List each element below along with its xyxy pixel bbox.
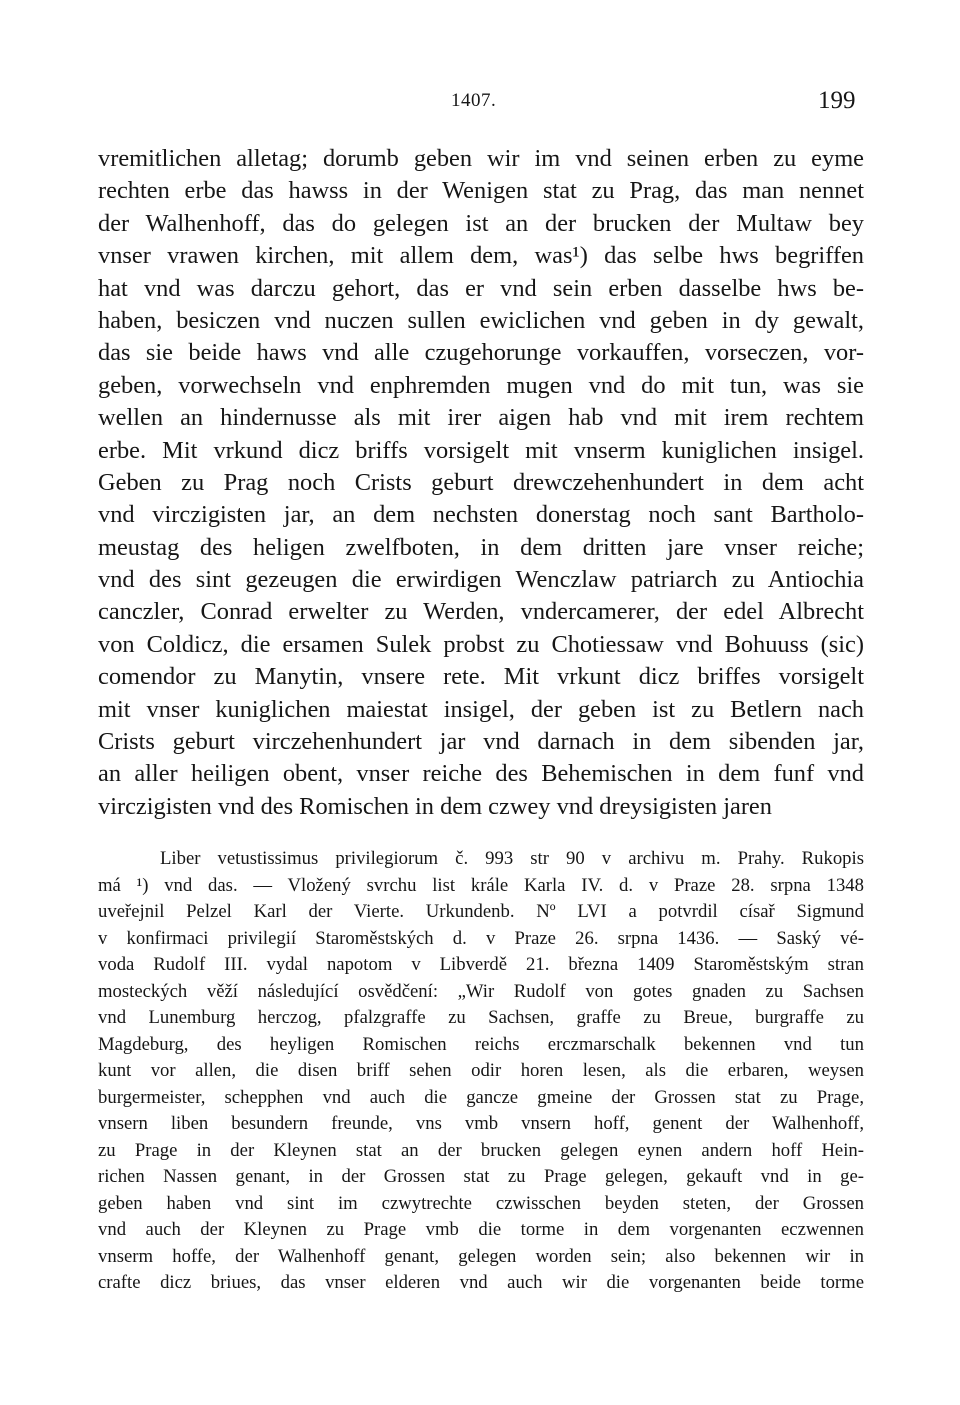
main-text-line: haben, besiczen vnd nuczen sullen ewiclichen vnd geben in dy gewalt, xyxy=(98,306,864,334)
main-text-line: vnd virczigisten jar, an dem nechsten donerstag noch sant Bartholo- xyxy=(98,501,864,529)
main-text-line: meustag des heligen zwelfboten, in dem dritten jare vnser reiche; xyxy=(98,533,864,561)
main-text-line: von Coldicz, die ersamen Sulek probst zu Chotiessaw vnd Bohuuss (sic) xyxy=(98,630,864,658)
main-text-line: Crists geburt virczehenhundert jar vnd darnach in dem sibenden jar, xyxy=(98,728,864,756)
footnote-line: v konfirmaci privilegií Staroměstských d. v Praze 26. srpna 1436. — Saský vé- xyxy=(98,927,864,949)
footnote-line: crafte dicz briues, das vnser elderen vnd auch wir die vorgenanten beide torme xyxy=(98,1272,864,1293)
footnote-line: uveřejnil Pelzel Karl der Vierte. Urkundenb. Nº LVI a potvrdil císař Sigmund xyxy=(98,901,864,922)
main-text-line: canczler, Conrad erwelter zu Werden, vndercamerer, der edel Albrecht xyxy=(98,598,864,626)
footnote-line: Magdeburg, des heyligen Romischen reichs erczmarschalk bekennen vnd tun xyxy=(98,1033,864,1055)
main-text-line: wellen an hindernusse als mit irer aigen hab vnd mit irem rechtem xyxy=(98,404,864,432)
footnote-line: vnsern liben besundern freunde, vns vmb vnsern hoff, genent der Walhenhoff, xyxy=(98,1113,864,1134)
main-text-line: vnser vrawen kirchen, mit allem dem, was¹) das selbe hws begriffen xyxy=(98,242,864,270)
footnote-line: kunt vor allen, die disen briff sehen odir horen lesen, als die erbaren, weysen xyxy=(98,1060,864,1081)
main-text-line: mit vnser kuniglichen maiestat insigel, der geben ist zu Betlern nach xyxy=(98,695,864,723)
footnote-line: zu Prage in der Kleynen stat an der brucken gelegen eynen andern hoff Hein- xyxy=(98,1139,864,1161)
main-text-line: das sie beide haws vnd alle czugehorunge vorkauffen, vorseczen, vor- xyxy=(98,339,864,367)
footnote-line: richen Nassen genant, in der Grossen stat zu Prage gelegen, gekauft vnd in ge- xyxy=(98,1166,864,1187)
page-number: 199 xyxy=(818,87,856,114)
main-text-line: hat vnd was darczu gehort, das er vnd sein erben dasselbe hws be- xyxy=(98,274,864,302)
footnote-line: vnd Lunemburg herczog, pfalzgraffe zu Sachsen, graffe zu Breue, burgraffe zu xyxy=(98,1007,864,1028)
main-text-line: Geben zu Prag noch Crists geburt drewczehenhundert in dem acht xyxy=(98,468,864,496)
footnote-line: Liber vetustissimus privilegiorum č. 993 str 90 v archivu m. Prahy. Rukopis xyxy=(160,848,864,869)
main-text-line: der Walhenhoff, das do gelegen ist an der brucken der Multaw bey xyxy=(98,209,864,237)
footnote-line: mosteckých věží následující osvědčení: „Wir Rudolf von gotes gnaden zu Sachsen xyxy=(98,980,864,1002)
main-text-line: geben, vorwechseln vnd enphremden mugen vnd do mit tun, was sie xyxy=(98,371,864,399)
footnote-line: vnserm hoffe, der Walhenhoff genant, gelegen worden sein; also bekennen wir in xyxy=(98,1245,864,1267)
footnote-line: burgermeister, schepphen vnd auch die gancze gmeine der Grossen stat zu Prage, xyxy=(98,1086,864,1108)
main-text-line: vnd des sint gezeugen die erwirdigen Wenczlaw patriarch zu Antiochia xyxy=(98,566,864,594)
main-text-line: erbe. Mit vrkund dicz briffs vorsigelt mit vnserm kuniglichen insigel. xyxy=(98,436,864,464)
main-text-line: an aller heiligen obent, vnser reiche des Behemischen in dem funf vnd xyxy=(98,760,864,788)
running-head-year: 1407. xyxy=(451,90,497,111)
footnote-line: geben haben vnd sint im czwytrechte czwisschen beyden steten, der Grossen xyxy=(98,1192,864,1214)
main-text-line: vremitlichen alletag; dorumb geben wir im vnd seinen erben zu eyme xyxy=(98,145,864,172)
main-text-line: virczigisten vnd des Romischen in dem czwey vnd dreysigisten jaren xyxy=(98,792,772,820)
main-text-line: comendor zu Manytin, vnsere rete. Mit vrkunt dicz briffes vorsigelt xyxy=(98,663,864,691)
footnote-block xyxy=(98,846,864,1297)
footnote-line: vnd auch der Kleynen zu Prage vmb die torme in dem vorgenanten eczwennen xyxy=(98,1219,864,1240)
main-text-line: rechten erbe das hawss in der Wenigen stat zu Prag, das man nennet xyxy=(98,177,864,205)
footnote-line: voda Rudolf III. vydal napotom v Libverdě 21. března 1409 Staroměstským stran xyxy=(98,954,864,975)
footnote-line: má ¹) vnd das. — Vložený svrchu list krále Karla IV. d. v Praze 28. srpna 1348 xyxy=(98,874,864,896)
main-text-block xyxy=(98,143,864,823)
